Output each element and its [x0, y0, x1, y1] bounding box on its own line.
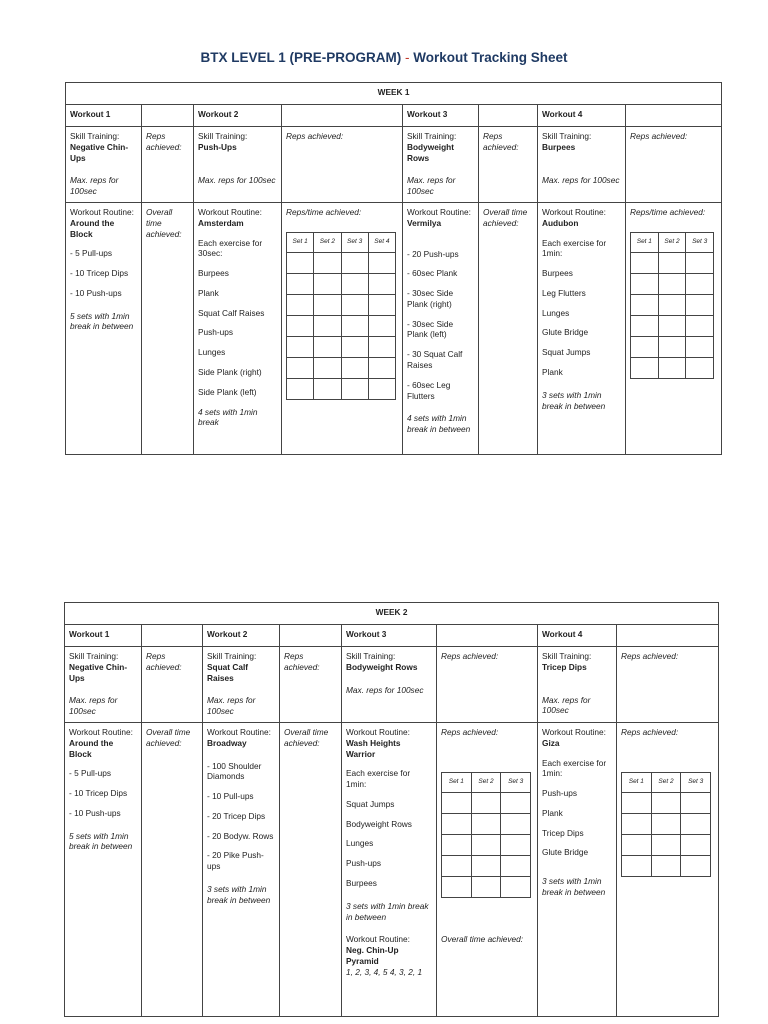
set-header: Set 2 [658, 232, 686, 252]
skill-label: Skill Training: [542, 651, 592, 661]
set-cell[interactable] [442, 876, 472, 897]
week2-heading: WEEK 2 [65, 603, 719, 625]
routine-note: 3 sets with 1min break in between [542, 389, 606, 411]
routine-item: - 60sec Plank [407, 268, 458, 279]
set-header: Set 1 [287, 232, 314, 252]
set-cell[interactable] [501, 855, 531, 876]
set-header: Set 4 [368, 232, 395, 252]
set-header: Set 2 [314, 232, 341, 252]
week1-skill-3-reps[interactable] [479, 127, 538, 203]
week2-header-blank [617, 625, 719, 647]
set-header: Set 1 [631, 232, 659, 252]
routine-item: - 10 Push-ups [70, 287, 122, 298]
week2-table [64, 602, 719, 1017]
routine-label: Workout Routine: [346, 934, 410, 945]
reps-label: Reps achieved: [146, 131, 182, 152]
week2-skill-1 [65, 647, 142, 723]
set-cell[interactable] [631, 315, 659, 336]
week2-skill-4 [538, 647, 617, 723]
routine-item: Plank [542, 807, 563, 818]
routine-item: - 5 Pull-ups [69, 768, 111, 779]
set-cell[interactable] [686, 252, 714, 273]
reps-label: Reps achieved: [441, 651, 499, 661]
routine-intro: Each exercise for 1min: [346, 768, 411, 790]
week2-skill-3-reps[interactable] [437, 647, 538, 723]
set-cell[interactable] [658, 315, 686, 336]
skill-note: Max. reps for 100sec [198, 174, 276, 185]
routine-label: Workout Routine: [542, 727, 606, 737]
set-cell[interactable] [681, 792, 711, 813]
routine-item: - 20 Bodyw. Rows [207, 830, 274, 841]
week1-routine-4-achieved [626, 203, 722, 455]
set-cell[interactable] [314, 357, 341, 378]
routine-item: Burpees [346, 878, 377, 889]
set-cell[interactable] [622, 813, 652, 834]
set-cell[interactable] [341, 273, 368, 294]
set-header: Set 3 [681, 772, 711, 792]
week2-skill-4-reps[interactable] [617, 647, 719, 723]
week1-skill-4-reps[interactable] [626, 127, 722, 203]
achieved-label: Reps/time achieved: [630, 207, 706, 217]
routine-note: 3 sets with 1min break in between [542, 876, 606, 898]
routine-item: - 60sec Leg Flutters [407, 379, 451, 401]
set-cell[interactable] [368, 378, 395, 399]
week2-skill-2-reps[interactable] [280, 647, 342, 723]
reps-label: Reps achieved: [483, 131, 519, 152]
set-header: Set 1 [442, 772, 472, 792]
routine-intro: Each exercise for 1min: [542, 237, 607, 259]
set-cell[interactable] [287, 273, 314, 294]
achieved-label: Overall time achieved: [146, 727, 191, 748]
set-cell[interactable] [471, 834, 501, 855]
reps-label: Reps achieved: [284, 651, 320, 672]
routine-item: Squat Calf Raises [198, 307, 265, 318]
set-cell[interactable] [658, 357, 686, 378]
week2-routine-3-achieved [437, 723, 538, 1017]
routine-name: Around the Block [70, 217, 115, 239]
routine-item: Burpees [542, 268, 573, 279]
set-header: Set 3 [686, 232, 714, 252]
routine-label: Workout Routine: [207, 727, 271, 737]
routine-item: - 30 Squat Calf Raises [407, 349, 463, 371]
routine-intro: Each exercise for 1min: [542, 757, 607, 779]
skill-note: Max. reps for 100sec [69, 695, 118, 717]
set-cell[interactable] [341, 357, 368, 378]
set-cell[interactable] [341, 294, 368, 315]
routine-name: Amsterdam [198, 217, 244, 228]
set-cell[interactable] [442, 855, 472, 876]
skill-name: Bodyweight Rows [407, 141, 455, 163]
routine-item: - 30sec Side Plank (left) [407, 318, 454, 340]
routine-name: Neg. Chin-Up Pyramid [346, 945, 399, 966]
set-cell[interactable] [341, 336, 368, 357]
routine-item: - 20 Pike Push-ups [207, 850, 264, 872]
set-cell[interactable] [314, 294, 341, 315]
set-cell[interactable] [314, 273, 341, 294]
set-cell[interactable] [314, 378, 341, 399]
routine-item: - 30sec Side Plank (right) [407, 288, 454, 309]
routine-item: Push-ups [346, 858, 382, 869]
routine-item: Glute Bridge [542, 847, 589, 858]
week2-header-blank [437, 625, 538, 647]
routine-item: Burpees [198, 268, 229, 279]
routine-note: 3 sets with 1min break in between [207, 884, 271, 905]
skill-label: Skill Training: [70, 131, 120, 141]
week2-workout4-header: Workout 4 [538, 625, 617, 647]
routine-label: Workout Routine: [70, 207, 134, 217]
routine-label: Workout Routine: [198, 207, 262, 217]
set-cell[interactable] [471, 813, 501, 834]
title-main: BTX LEVEL 1 (PRE-PROGRAM) [200, 50, 402, 65]
set-cell[interactable] [368, 273, 395, 294]
set-cell[interactable] [686, 273, 714, 294]
set-cell[interactable] [314, 336, 341, 357]
routine-item: Push-ups [542, 788, 578, 799]
week1-routine-2 [194, 203, 282, 455]
set-header: Set 1 [622, 772, 652, 792]
week1-skill-2 [194, 127, 282, 203]
set-cell[interactable] [686, 294, 714, 315]
skill-name: Push-Ups [198, 141, 237, 152]
achieved-label: Reps achieved: [441, 727, 499, 737]
set-cell[interactable] [631, 252, 659, 273]
achieved-label: Overall time achieved: [146, 207, 182, 239]
routine-note: 4 sets with 1min break in between [407, 413, 471, 435]
routine-item: - 20 Push-ups [407, 248, 459, 259]
week2-workout1-header: Workout 1 [65, 625, 142, 647]
week1-workout1-header: Workout 1 [66, 105, 142, 127]
routine-label: Workout Routine: [69, 727, 133, 737]
routine-item: Plank [198, 287, 219, 298]
skill-name: Bodyweight Rows [346, 661, 418, 672]
week1-table [65, 82, 722, 455]
week1-skill-3 [403, 127, 479, 203]
set-cell[interactable] [651, 855, 681, 876]
routine-item: Plank [542, 367, 563, 378]
reps-label: Reps achieved: [286, 131, 344, 141]
set-cell[interactable] [287, 357, 314, 378]
routine-item: Squat Jumps [542, 347, 591, 358]
overall-time-label: Overall time achieved: [441, 933, 524, 944]
routine-label: Workout Routine: [407, 207, 471, 217]
routine-name: Broadway [207, 737, 247, 748]
week2-routine-4 [538, 723, 617, 1017]
routine-item: Side Plank (left) [198, 386, 257, 397]
set-header: Set 3 [341, 232, 368, 252]
skill-note: Max. reps for 100sec [70, 175, 119, 197]
set-cell[interactable] [622, 834, 652, 855]
week2-routine-2 [203, 723, 280, 1017]
set-cell[interactable] [341, 315, 368, 336]
week2-routine-1 [65, 723, 142, 1017]
routine-item: Lunges [542, 307, 570, 318]
routine-item: - 100 Shoulder Diamonds [207, 760, 262, 782]
routine-intro: Each exercise for 30sec: [198, 237, 263, 259]
set-cell[interactable] [681, 855, 711, 876]
routine-name: Wash Heights Warrior [346, 737, 401, 759]
week1-skill-2-reps[interactable] [282, 127, 403, 203]
reps-label: Reps achieved: [146, 651, 182, 672]
week1-skill-4 [538, 127, 626, 203]
skill-label: Skill Training: [407, 131, 457, 141]
set-cell[interactable] [622, 792, 652, 813]
set-cell[interactable] [287, 378, 314, 399]
week1-workout4-header: Workout 4 [538, 105, 626, 127]
set-cell[interactable] [442, 813, 472, 834]
routine-note: 5 sets with 1min break in between [69, 830, 133, 852]
set-cell[interactable] [368, 294, 395, 315]
routine-item: Lunges [346, 838, 374, 849]
achieved-label: Overall time achieved: [284, 727, 329, 748]
routine-item: - 10 Pull-ups [207, 791, 254, 802]
set-grid [286, 232, 396, 400]
week1-heading: WEEK 1 [66, 83, 722, 105]
set-cell[interactable] [658, 252, 686, 273]
set-cell[interactable] [287, 315, 314, 336]
set-cell[interactable] [651, 834, 681, 855]
reps-label: Reps achieved: [621, 651, 679, 661]
week1-workout3-header: Workout 3 [403, 105, 479, 127]
set-cell[interactable] [471, 792, 501, 813]
set-cell[interactable] [471, 876, 501, 897]
achieved-label: Overall time achieved: [483, 207, 528, 228]
set-cell[interactable] [651, 813, 681, 834]
set-header: Set 2 [471, 772, 501, 792]
week1-routine-1 [66, 203, 142, 455]
set-cell[interactable] [631, 273, 659, 294]
routine-item: - 20 Tricep Dips [207, 810, 266, 821]
set-header: Set 2 [651, 772, 681, 792]
set-cell[interactable] [501, 834, 531, 855]
week2-workout2-header: Workout 2 [203, 625, 280, 647]
routine-item: - 10 Push-ups [69, 807, 121, 818]
set-cell[interactable] [287, 294, 314, 315]
pyramid-sequence: 1, 2, 3, 4, 5 4, 3, 2, 1 [346, 966, 423, 977]
routine-item: Bodyweight Rows [346, 818, 412, 829]
week2-skill-1-reps[interactable] [142, 647, 203, 723]
set-grid [630, 232, 714, 379]
set-cell[interactable] [314, 252, 341, 273]
week1-skill-1 [66, 127, 142, 203]
set-cell[interactable] [681, 834, 711, 855]
week2-routine-3 [342, 723, 437, 1017]
routine-note: 3 sets with 1min break in between [346, 900, 429, 922]
routine-name: Around the Block [69, 737, 114, 759]
set-grid [621, 772, 711, 877]
set-cell[interactable] [631, 294, 659, 315]
routine-item: Side Plank (right) [198, 367, 262, 378]
week2-header-blank [142, 625, 203, 647]
set-cell[interactable] [368, 336, 395, 357]
skill-label: Skill Training: [346, 651, 396, 661]
week1-header-blank [282, 105, 403, 127]
routine-name: Audubon [542, 217, 579, 228]
routine-label: Workout Routine: [542, 207, 606, 217]
skill-note: Max. reps for 100sec [407, 175, 456, 197]
week1-workout2-header: Workout 2 [194, 105, 282, 127]
week2-routine-1-achieved[interactable] [142, 723, 203, 1017]
set-cell[interactable] [631, 336, 659, 357]
set-cell[interactable] [651, 792, 681, 813]
skill-name: Negative Chin-Ups [70, 141, 129, 163]
set-cell[interactable] [686, 315, 714, 336]
set-cell[interactable] [442, 792, 472, 813]
skill-note: Max. reps for 100sec [346, 684, 424, 695]
title-dash: - [405, 50, 410, 65]
week2-skill-2 [203, 647, 280, 723]
set-cell[interactable] [658, 273, 686, 294]
routine-item: Push-ups [198, 327, 234, 338]
set-cell[interactable] [368, 357, 395, 378]
set-cell[interactable] [341, 378, 368, 399]
achieved-label: Reps achieved: [621, 727, 679, 737]
week1-routine-4 [538, 203, 626, 455]
set-cell[interactable] [471, 855, 501, 876]
achieved-label: Reps/time achieved: [286, 207, 362, 217]
title-sub: Workout Tracking Sheet [413, 50, 568, 65]
set-cell[interactable] [686, 336, 714, 357]
set-cell[interactable] [622, 855, 652, 876]
week2-skill-3 [342, 647, 437, 723]
routine-item: - 10 Tricep Dips [70, 268, 129, 279]
routine-name: Giza [542, 737, 560, 748]
set-cell[interactable] [368, 315, 395, 336]
set-cell[interactable] [658, 336, 686, 357]
week2-routine-2-achieved[interactable] [280, 723, 342, 1017]
routine-name: Vermilya [407, 217, 442, 228]
routine-item: Squat Jumps [346, 798, 395, 809]
skill-label: Skill Training: [207, 651, 257, 661]
week2-routine-4-achieved [617, 723, 719, 1017]
week1-header-blank [626, 105, 722, 127]
set-cell[interactable] [681, 813, 711, 834]
set-cell[interactable] [501, 813, 531, 834]
reps-label: Reps achieved: [630, 131, 688, 141]
routine-item: Leg Flutters [542, 287, 586, 298]
skill-label: Skill Training: [69, 651, 119, 661]
set-cell[interactable] [442, 834, 472, 855]
set-cell[interactable] [368, 252, 395, 273]
set-cell[interactable] [341, 252, 368, 273]
skill-name: Negative Chin-Ups [69, 661, 128, 683]
week1-routine-2-achieved [282, 203, 403, 455]
set-cell[interactable] [631, 357, 659, 378]
skill-note: Max. reps for 100sec [542, 174, 620, 185]
skill-note: Max. reps for 100sec [542, 694, 591, 716]
skill-name: Tricep Dips [542, 661, 587, 672]
skill-name: Squat Calf Raises [207, 661, 249, 683]
set-cell[interactable] [287, 336, 314, 357]
week1-routine-1-achieved[interactable] [142, 203, 194, 455]
week1-routine-3-achieved[interactable] [479, 203, 538, 455]
set-grid [441, 772, 531, 898]
routine-note: 5 sets with 1min break in between [70, 310, 134, 332]
set-cell[interactable] [658, 294, 686, 315]
page-title [0, 50, 768, 65]
week1-header-blank [479, 105, 538, 127]
set-cell[interactable] [314, 315, 341, 336]
routine-item: - 5 Pull-ups [70, 248, 112, 259]
skill-label: Skill Training: [198, 131, 248, 141]
skill-name: Burpees [542, 141, 576, 152]
routine-note: 4 sets with 1min break [198, 406, 258, 428]
skill-label: Skill Training: [542, 131, 592, 141]
routine-item: Tricep Dips [542, 827, 584, 838]
week1-skill-1-reps[interactable] [142, 127, 194, 203]
routine-label: Workout Routine: [346, 727, 410, 737]
skill-note: Max. reps for 100sec [207, 695, 256, 717]
routine-item: Lunges [198, 347, 226, 358]
set-cell[interactable] [501, 792, 531, 813]
week2-header-blank [280, 625, 342, 647]
routine-item: Glute Bridge [542, 327, 589, 338]
week1-header-blank [142, 105, 194, 127]
set-header: Set 3 [501, 772, 531, 792]
set-cell[interactable] [501, 876, 531, 897]
routine-item: - 10 Tricep Dips [69, 788, 128, 799]
set-cell[interactable] [686, 357, 714, 378]
week2-workout3-header: Workout 3 [342, 625, 437, 647]
week1-routine-3 [403, 203, 479, 455]
set-cell[interactable] [287, 252, 314, 273]
